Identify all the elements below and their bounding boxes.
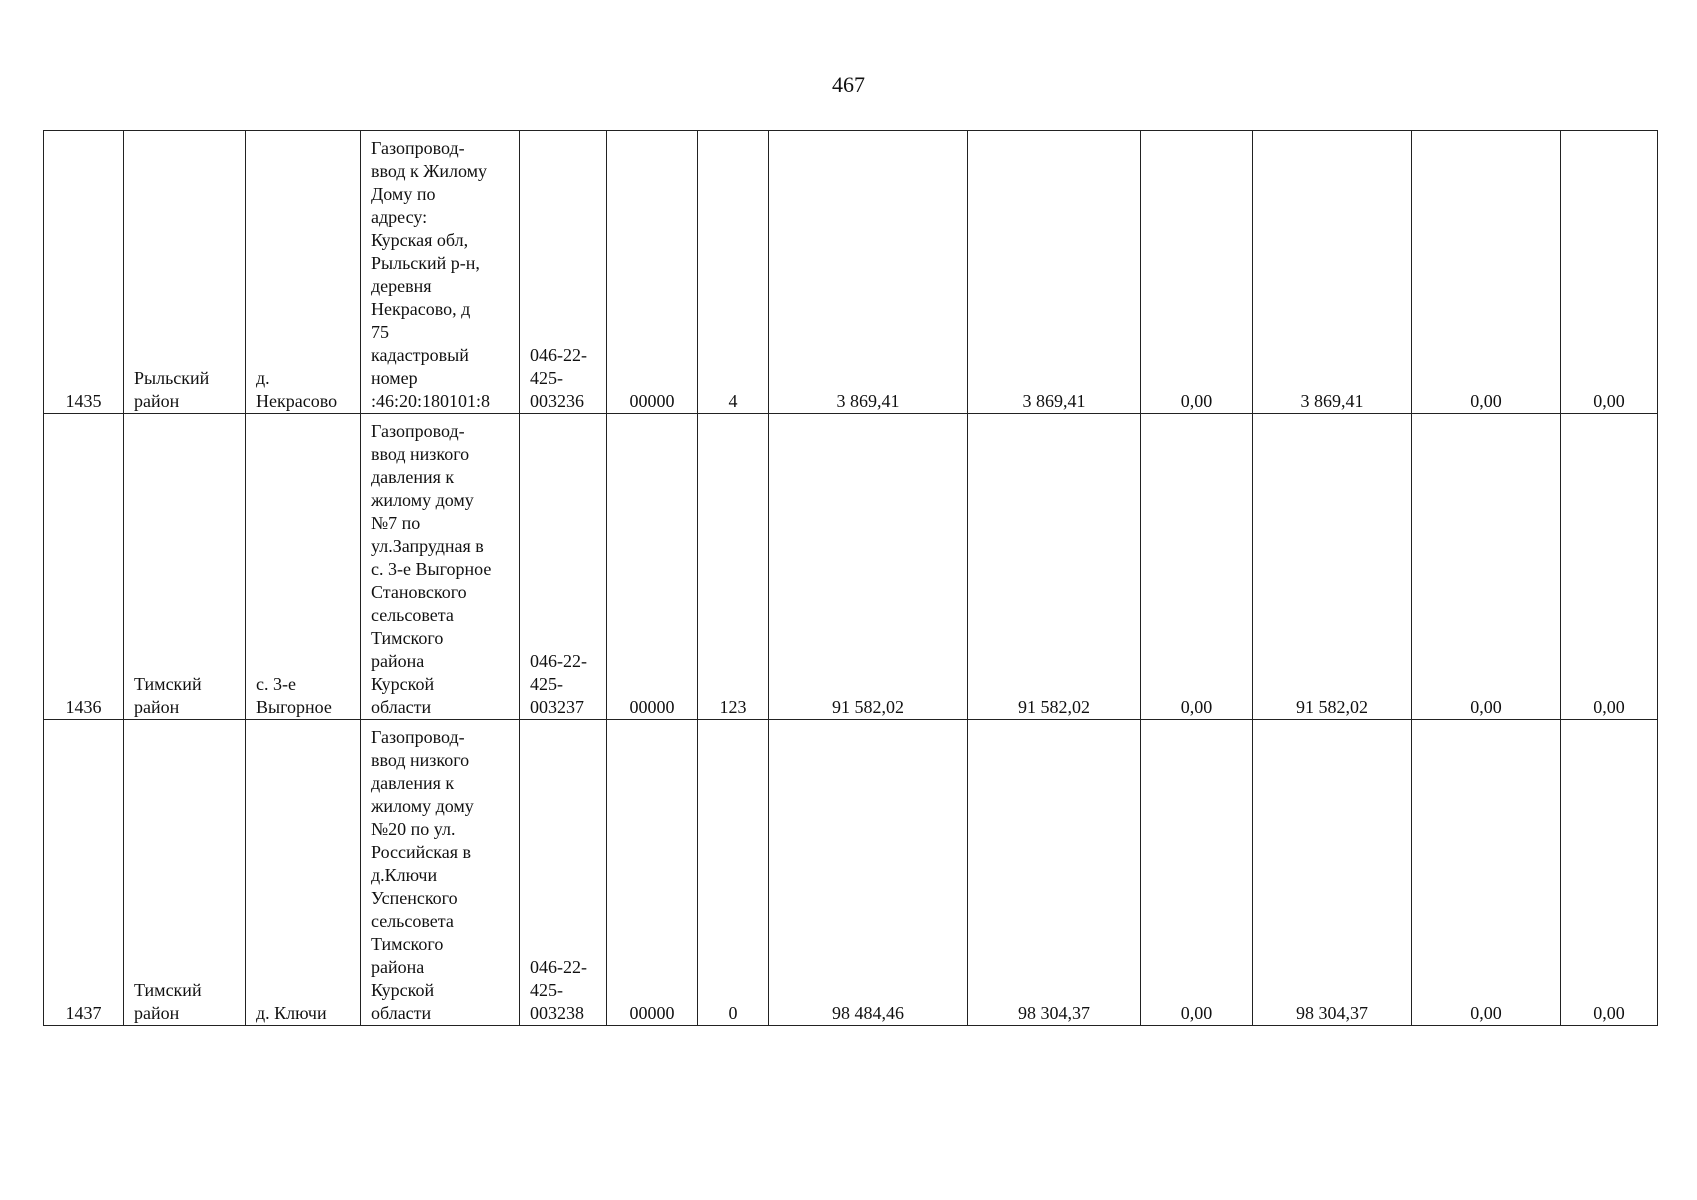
settlement-line: Выгорное: [256, 697, 332, 717]
name-line: с. 3-е Выгорное: [371, 559, 492, 579]
value-cell: [698, 131, 769, 414]
code-line: 046-22-: [530, 957, 587, 977]
name-line: жилому дому: [371, 490, 474, 510]
code-line: 046-22-: [530, 345, 587, 365]
settlement-cell: [246, 131, 361, 414]
district-line: район: [134, 1003, 180, 1023]
value-cell: [769, 414, 968, 720]
value-cell: [1412, 131, 1561, 414]
name-line: Успенского: [371, 888, 458, 908]
value-cell: [1561, 720, 1658, 1026]
row-number-cell: [44, 414, 124, 720]
district-line: район: [134, 391, 180, 411]
name-line: давления к: [371, 467, 455, 487]
value-cell: [968, 414, 1141, 720]
object-name-cell: [361, 720, 520, 1026]
name-line: жилому дому: [371, 796, 474, 816]
account-code: 00000: [629, 1003, 675, 1023]
name-line: ввод к Жилому: [371, 161, 488, 181]
amount-value: 0,00: [1470, 391, 1502, 411]
district-cell: [124, 131, 246, 414]
value-cell: [1253, 131, 1412, 414]
row-number: 1436: [65, 697, 102, 717]
code-cell: [520, 720, 607, 1026]
value-cell: [769, 131, 968, 414]
value-cell: [1141, 720, 1253, 1026]
name-line: сельсовета: [371, 605, 454, 625]
account-code: 00000: [629, 391, 675, 411]
district-line: Тимский: [134, 674, 202, 694]
name-line: Тимского: [371, 628, 444, 648]
value-cell: [1253, 720, 1412, 1026]
amount-value: 0,00: [1593, 1003, 1625, 1023]
settlement-line: д.: [256, 368, 270, 388]
name-line: №7 по: [371, 513, 421, 533]
code-line: 003237: [530, 697, 584, 717]
value-cell: [1141, 131, 1253, 414]
value-cell: [607, 720, 698, 1026]
value-cell: [968, 131, 1141, 414]
length-value: 4: [728, 391, 738, 411]
code-line: 003236: [530, 391, 584, 411]
district-line: Тимский: [134, 980, 202, 1000]
amount-value: 98 484,46: [832, 1003, 904, 1023]
value-cell: [698, 414, 769, 720]
name-line: ул.Запрудная в: [371, 536, 484, 556]
settlement-cell: [246, 720, 361, 1026]
name-line: Газопровод-: [371, 421, 465, 441]
name-line: давления к: [371, 773, 455, 793]
name-line: деревня: [371, 276, 432, 296]
name-line: Становского: [371, 582, 467, 602]
name-line: Российская в: [371, 842, 471, 862]
table-row: [44, 720, 1658, 1026]
settlement-line: с. 3-е: [256, 674, 296, 694]
registry-table: [43, 130, 1658, 1026]
name-line: Некрасово, д: [371, 299, 471, 319]
name-line: области: [371, 1003, 432, 1023]
name-line: района: [371, 957, 425, 977]
name-line: д.Ключи: [371, 865, 438, 885]
name-line: Тимского: [371, 934, 444, 954]
amount-value: 0,00: [1593, 697, 1625, 717]
code-line: 425-: [530, 368, 563, 388]
amount-value: 91 582,02: [1296, 697, 1368, 717]
account-code: 00000: [629, 697, 675, 717]
value-cell: [698, 720, 769, 1026]
code-cell: [520, 131, 607, 414]
settlement-cell: [246, 414, 361, 720]
amount-value: 98 304,37: [1296, 1003, 1368, 1023]
length-value: 123: [719, 697, 747, 717]
code-line: 003238: [530, 1003, 584, 1023]
name-line: сельсовета: [371, 911, 454, 931]
name-line: ввод низкого: [371, 750, 470, 770]
value-cell: [1412, 414, 1561, 720]
amount-value: 0,00: [1180, 697, 1213, 717]
length-value: 0: [728, 1003, 738, 1023]
table-row: [44, 414, 1658, 720]
name-line: :46:20:180101:8: [371, 391, 491, 411]
name-line: кадастровый: [371, 345, 469, 365]
value-cell: [1412, 720, 1561, 1026]
value-cell: [607, 131, 698, 414]
amount-value: 3 869,41: [1300, 391, 1364, 411]
amount-value: 0,00: [1470, 697, 1502, 717]
amount-value: 0,00: [1180, 391, 1213, 411]
code-line: 425-: [530, 674, 563, 694]
name-line: адресу:: [371, 207, 428, 227]
row-number: 1437: [65, 1003, 102, 1023]
district-cell: [124, 720, 246, 1026]
object-name-cell: [361, 131, 520, 414]
name-line: Газопровод-: [371, 727, 465, 747]
code-line: 046-22-: [530, 651, 587, 671]
name-line: Курской: [371, 980, 435, 1000]
value-cell: [1561, 131, 1658, 414]
row-number-cell: [44, 720, 124, 1026]
value-cell: [607, 414, 698, 720]
district-line: Рыльский: [134, 368, 210, 388]
value-cell: [1561, 414, 1658, 720]
name-line: Дому по: [371, 184, 436, 204]
row-number: 1435: [65, 391, 102, 411]
page-number: 467: [832, 72, 865, 97]
name-line: района: [371, 651, 425, 671]
amount-value: 3 869,41: [836, 391, 900, 411]
value-cell: [1141, 414, 1253, 720]
code-line: 425-: [530, 980, 563, 1000]
district-cell: [124, 414, 246, 720]
value-cell: [968, 720, 1141, 1026]
settlement-line: д. Ключи: [256, 1003, 327, 1023]
district-line: район: [134, 697, 180, 717]
amount-value: 0,00: [1470, 1003, 1502, 1023]
amount-value: 0,00: [1180, 1003, 1213, 1023]
name-line: Газопровод-: [371, 138, 465, 158]
name-line: Рыльский р-н,: [371, 253, 480, 273]
name-line: ввод низкого: [371, 444, 470, 464]
name-line: номер: [371, 368, 418, 388]
name-line: 75: [371, 322, 389, 342]
amount-value: 3 869,41: [1022, 391, 1086, 411]
value-cell: [1253, 414, 1412, 720]
name-line: Курской: [371, 674, 435, 694]
row-number-cell: [44, 131, 124, 414]
name-line: №20 по ул.: [371, 819, 456, 839]
amount-value: 0,00: [1593, 391, 1625, 411]
name-line: области: [371, 697, 432, 717]
amount-value: 98 304,37: [1018, 1003, 1090, 1023]
settlement-line: Некрасово: [256, 391, 338, 411]
amount-value: 91 582,02: [1018, 697, 1090, 717]
code-cell: [520, 414, 607, 720]
object-name-cell: [361, 414, 520, 720]
value-cell: [769, 720, 968, 1026]
amount-value: 91 582,02: [832, 697, 904, 717]
table-row: [44, 131, 1658, 414]
name-line: Курская обл,: [371, 230, 469, 250]
